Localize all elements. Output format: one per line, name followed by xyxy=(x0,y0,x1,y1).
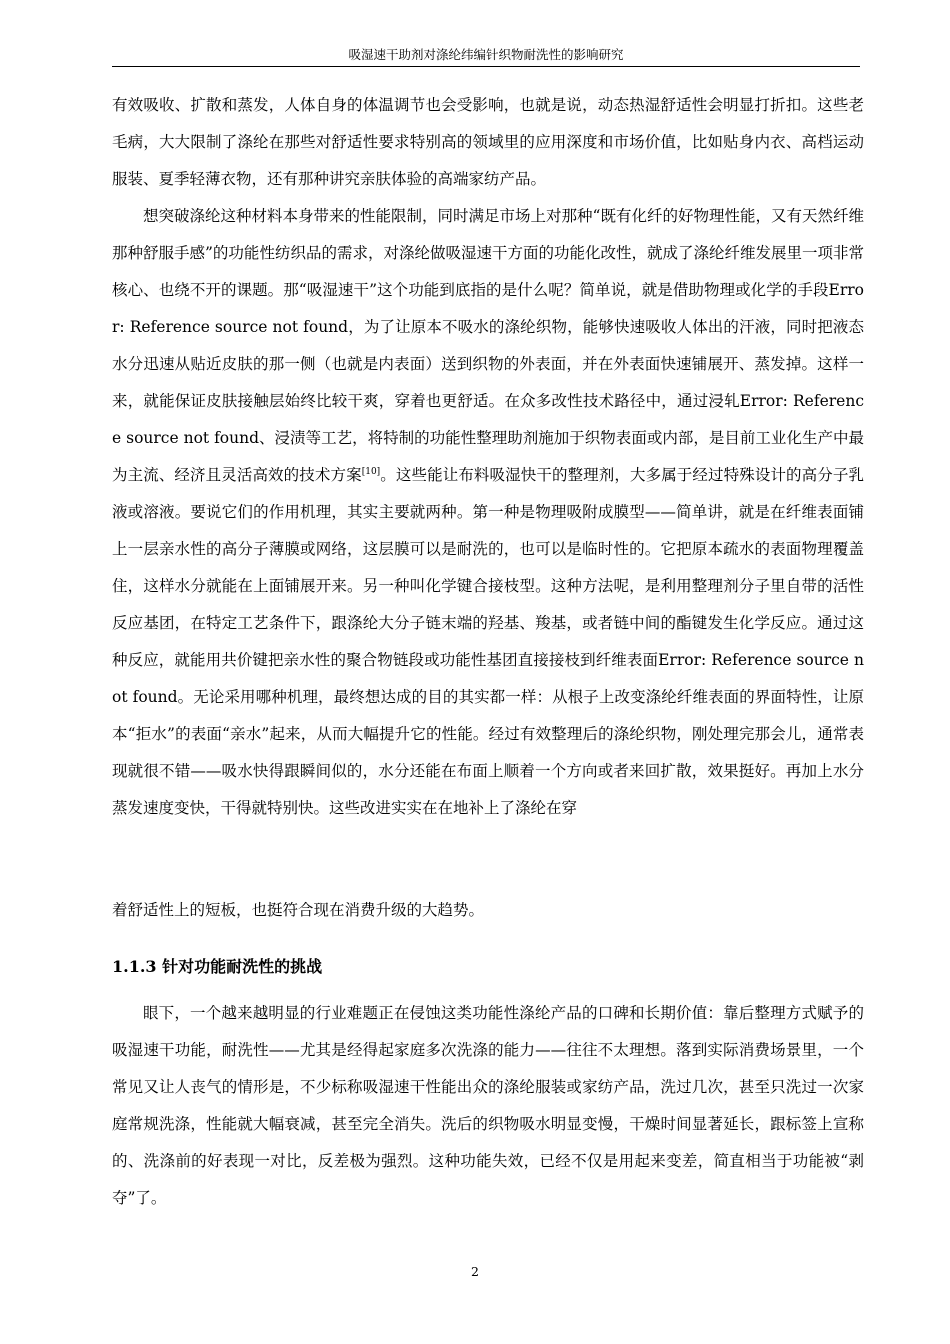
paragraph-continued: 有效吸收、扩散和蒸发，人体自身的体温调节也会受影响，也就是说，动态热湿舒适性会明显打折扣。这些老毛病，大大限制了涤纶在那些对舒适性要求特别高的领域里的应用深度和市场价值，比如贴身内衣、高档运动服装、夏季轻薄衣物，还有那种讲究亲肤体验的高端家纺产品。 xyxy=(112,96,864,188)
running-header-title: 吸湿速干助剂对涤纶纬编针织物耐洗性的影响研究 xyxy=(348,47,624,62)
paragraph-text-part-2: 。这些能让布料吸湿快干的整理剂，大多属于经过特殊设计的高分子乳液或溶液。要说它们的作用机理，其实主要就两种。第一种是物理吸附成膜型——简单讲，就是在纤维表面铺上一层亲水性的高分子薄膜或网络，这层膜可以是耐洗的，也可以是临时性的。它把原本疏水的表面物理覆盖住，这样水分就能在上面铺展开来。另一种叫化学键合接枝型。这种方法呢，是利用整理剂分子里自带的活性反应基团，在特定工艺条件下，跟涤纶大分子链末端的羟基、羧基，或者链中间的酯键发生化学反应。通过这种反应，就能用共价键把亲水性的聚合物链段或功能性基团直接接枝到纤维表面Error: Reference source not found。无论采用哪种机理，最终想达成的目的其实都一样：从根子上改变涤纶纤维表面的界面特性，让原本“拒水”的表面“亲水”起来，从而大幅提升它的性能。经过有效整理后的涤纶织物，刚处理完那会儿，通常表现就很不错——吸水快得跟瞬间似的，水分还能在布面上顺着一个方向或者来回扩散，效果挺好。再加上水分蒸发速度变快，干得就特别快。这些改进实实在在地补上了涤纶在穿 xyxy=(112,466,864,817)
section-heading: 1.1.3 针对功能耐洗性的挑战 xyxy=(112,957,323,976)
paragraph-text-part-1: 想突破涤纶这种材料本身带来的性能限制，同时满足市场上对那种“既有化纤的好物理性能，又有天然纤维那种舒服手感”的功能性纺织品的需求，对涤纶做吸湿速干方面的功能化改性，就成了涤纶纤维发展里一项非常核心、也绕不开的课题。那“吸湿速干”这个功能到底指的是什么呢？简单说，就是借助物理或化学的手段Error: Reference source not found，为了让原本不吸水的涤纶织物，能够快速吸收人体出的汗液，同时把液态水分迅速从贴近皮肤的那一侧（也就是内表面）送到织物的外表面，并在外表面快速铺展开、蒸发掉。这样一来，就能保证皮肤接触层始终比较干爽，穿着也更舒适。在众多改性技术路径中，通过浸轧Error: Reference source not found、浸渍等工艺，将特制的功能性整理助剂施加于织物表面或内部，是目前工业化生产中最为主流、经济且灵活高效的技术方案 xyxy=(112,207,864,484)
paragraph-wash-durability: 眼下，一个越来越明显的行业难题正在侵蚀这类功能性涤纶产品的口碑和长期价值：靠后整理方式赋予的吸湿速干功能，耐洗性——尤其是经得起家庭多次洗涤的能力——往往不太理想。落到实际消费场景里，一个常见又让人丧气的情形是，不少标称吸湿速干性能出众的涤纶服装或家纺产品，洗过几次，甚至只洗过一次家庭常规洗涤，性能就大幅衰减，甚至完全消失。洗后的织物吸水明显变慢，干燥时间显著延长，跟标签上宣称的、洗涤前的好表现一对比，反差极为强烈。这种功能失效，已经不仅是用起来变差，简直相当于功能被“剥夺”了。 xyxy=(112,1004,864,1207)
running-header xyxy=(112,46,860,67)
paragraph-moisture-wicking xyxy=(112,198,864,827)
page-number: 2 xyxy=(471,1264,479,1279)
citation-reference: [10] xyxy=(361,466,381,477)
paragraph-continuation-line: 着舒适性上的短板，也挺符合现在消费升级的大趋势。 xyxy=(112,901,485,919)
